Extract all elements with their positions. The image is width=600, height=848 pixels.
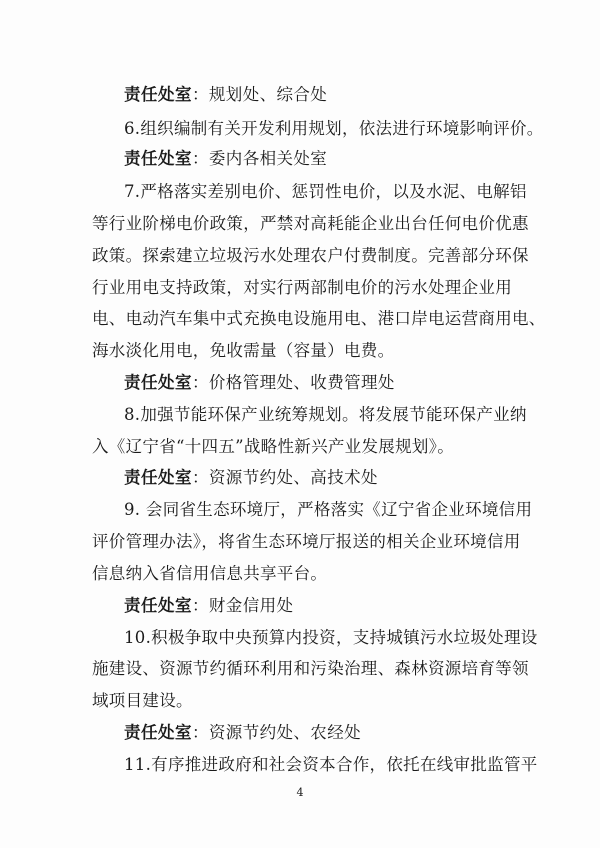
paragraph-line: 施建设、资源节约循环利用和污染治理、森林资源培育等领 <box>92 659 529 678</box>
responsibility-line: 责任处室：资源节约处、高技术处 <box>124 468 378 487</box>
paragraph-line: 等行业阶梯电价政策，严禁对高耗能企业出台任何电价优惠 <box>92 214 529 233</box>
responsibility-line: 责任处室：委内各相关处室 <box>124 149 328 168</box>
responsibility-label: 责任处室 <box>124 596 192 615</box>
paragraph-line: 信息纳入省信用信息共享平台。 <box>92 564 328 583</box>
responsibility-line: 责任处室：资源节约处、农经处 <box>124 723 362 742</box>
responsibility-value: 资源节约处、农经处 <box>208 723 362 742</box>
paragraph-line: 11.有序推进政府和社会资本合作，依托在线审批监管平 <box>124 755 538 774</box>
responsibility-line: 责任处室：财金信用处 <box>124 596 294 615</box>
paragraph-line: 7.严格落实差别电价、惩罚性电价，以及水泥、电解铝 <box>124 182 527 201</box>
paragraph-line: 10.积极争取中央预算内投资，支持城镇污水垃圾处理设 <box>124 628 538 647</box>
responsibility-line: 责任处室：价格管理处、收费管理处 <box>124 373 395 392</box>
paragraph-line: 域项目建设。 <box>92 691 193 710</box>
paragraph-line: 评价管理办法》，将省生态环境厅报送的相关企业环境信用 <box>92 532 521 551</box>
paragraph-line: 电、电动汽车集中式充换电设施用电、港口岸电运营商用电、 <box>92 309 546 328</box>
responsibility-value: 财金信用处 <box>208 596 294 615</box>
responsibility-value: 规划处、综合处 <box>208 85 328 104</box>
paragraph-line: 海水淡化用电，免收需量（容量）电费。 <box>92 341 395 360</box>
paragraph-line: 6.组织编制有关开发利用规划，依法进行环境影响评价。 <box>124 119 544 138</box>
paragraph-line: 入《辽宁省“十四五”战略性新兴产业发展规划》。 <box>92 437 455 456</box>
responsibility-label: 责任处室 <box>124 85 192 104</box>
paragraph-line: 行业用电支持政策，对实行两部制电价的污水处理企业用 <box>92 278 512 297</box>
paragraph-line: 政策。探索建立垃圾污水处理农户付费制度。完善部分环保 <box>92 246 529 265</box>
responsibility-label: 责任处室 <box>124 468 192 487</box>
paragraph-line: 9. 会同省生态环境厅，严格落实《辽宁省企业环境信用 <box>124 500 533 519</box>
paragraph-line: 8.加强节能环保产业统筹规划。将发展节能环保产业纳 <box>124 405 527 424</box>
responsibility-line: 责任处室：规划处、综合处 <box>124 85 328 104</box>
responsibility-label: 责任处室 <box>124 373 192 392</box>
responsibility-value: 资源节约处、高技术处 <box>208 468 378 487</box>
responsibility-value: 委内各相关处室 <box>208 149 328 168</box>
responsibility-value: 价格管理处、收费管理处 <box>208 373 395 392</box>
responsibility-label: 责任处室 <box>124 723 192 742</box>
page-number: 4 <box>296 786 304 799</box>
responsibility-label: 责任处室 <box>124 149 192 168</box>
